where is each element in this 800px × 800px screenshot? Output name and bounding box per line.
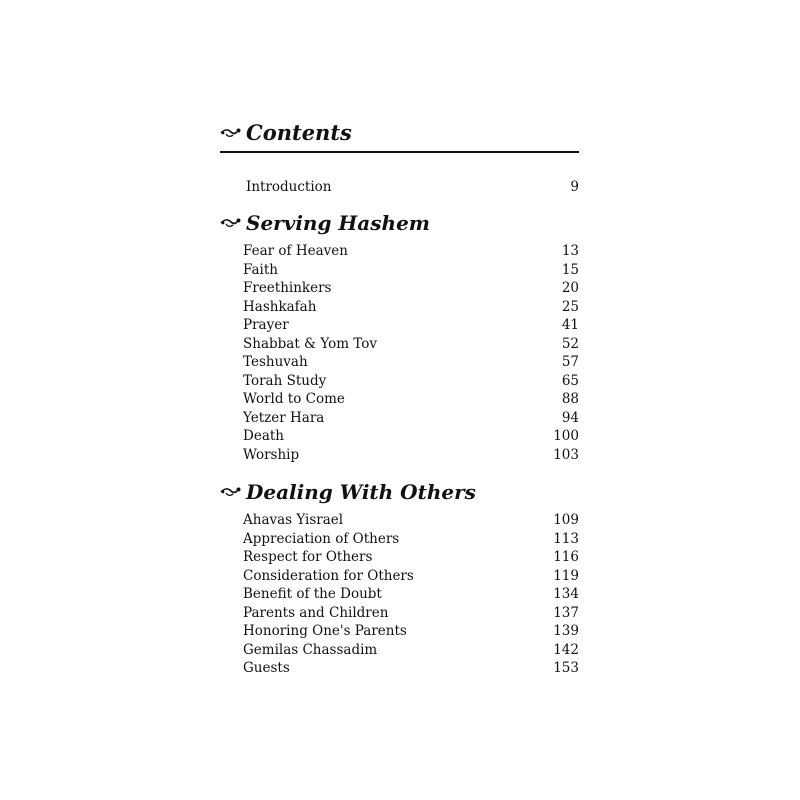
ornament-icon — [220, 126, 242, 140]
toc-entry[interactable] — [243, 604, 579, 623]
toc-entry[interactable] — [243, 390, 579, 409]
toc-entry[interactable] — [243, 261, 579, 280]
entry-title: Torah Study — [243, 372, 327, 389]
toc-entry[interactable] — [243, 242, 579, 261]
entry-title: Respect for Others — [243, 549, 373, 565]
toc-entry[interactable] — [243, 353, 579, 372]
section-title: Dealing With Others — [246, 480, 476, 504]
entry-page-number: 113 — [553, 530, 579, 547]
entry-page-number: 109 — [553, 512, 579, 528]
section-heading-dealing-with-others — [220, 480, 476, 504]
toc-entry[interactable] — [243, 427, 579, 446]
intro-list — [246, 178, 579, 197]
entry-title: Yetzer Hara — [243, 409, 325, 426]
entry-title: Shabbat & Yom Tov — [243, 335, 378, 352]
entry-page-number: 94 — [561, 409, 579, 426]
entry-page-number: 116 — [553, 549, 579, 565]
toc-entry[interactable] — [243, 567, 579, 586]
entry-page-number: 153 — [553, 660, 579, 676]
entry-page-number: 142 — [553, 641, 579, 658]
ornament-icon — [220, 216, 242, 230]
entry-page-number: 119 — [553, 567, 579, 584]
entry-title: Ahavas Yisrael — [243, 512, 344, 528]
toc-entry[interactable] — [243, 641, 579, 660]
entry-title: World to Come — [243, 391, 345, 407]
section-list-dealing-with-others — [243, 511, 579, 678]
entry-page-number: 57 — [561, 354, 579, 370]
entry-title: Freethinkers — [243, 280, 332, 296]
entry-page-number: 103 — [553, 446, 579, 463]
entry-title: Teshuvah — [243, 354, 308, 370]
entry-title: Guests — [243, 660, 290, 676]
toc-entry[interactable] — [243, 446, 579, 465]
section-title: Serving Hashem — [246, 211, 430, 235]
entry-title: Consideration for Others — [243, 567, 414, 584]
contents-title: Contents — [246, 120, 352, 145]
entry-title: Honoring One's Parents — [243, 623, 407, 639]
section-heading-serving-hashem — [220, 211, 430, 235]
toc-entry[interactable] — [243, 298, 579, 317]
entry-page-number: 41 — [561, 317, 579, 333]
entry-title: Hashkafah — [243, 298, 317, 315]
entry-page-number: 13 — [561, 243, 579, 259]
contents-heading — [220, 120, 352, 145]
toc-entry[interactable] — [243, 335, 579, 354]
toc-entry[interactable] — [243, 622, 579, 641]
entry-page-number: 65 — [561, 372, 579, 389]
entry-title: Parents and Children — [243, 604, 389, 621]
entry-page-number: 15 — [561, 261, 579, 278]
ornament-icon — [220, 485, 242, 499]
entry-title: Fear of Heaven — [243, 243, 348, 259]
toc-entry[interactable] — [243, 372, 579, 391]
entry-title: Prayer — [243, 317, 289, 333]
entry-title: Gemilas Chassadim — [243, 641, 378, 658]
entry-page-number: 9 — [570, 179, 579, 195]
toc-entry[interactable] — [243, 511, 579, 530]
section-list-serving-hashem — [243, 242, 579, 464]
entry-page-number: 25 — [561, 298, 579, 315]
entry-title: Introduction — [246, 179, 332, 195]
entry-page-number: 88 — [561, 391, 579, 407]
toc-entry[interactable] — [243, 585, 579, 604]
entry-title: Benefit of the Doubt — [243, 586, 382, 602]
entry-title: Appreciation of Others — [243, 530, 400, 547]
entry-page-number: 134 — [553, 586, 579, 602]
toc-entry[interactable] — [243, 279, 579, 298]
entry-title: Faith — [243, 261, 278, 278]
entry-page-number: 20 — [561, 280, 579, 296]
entry-title: Worship — [243, 446, 300, 463]
toc-entry[interactable] — [243, 659, 579, 678]
entry-page-number: 52 — [561, 335, 579, 352]
entry-title: Death — [243, 428, 284, 444]
toc-entry[interactable] — [243, 548, 579, 567]
toc-entry[interactable] — [243, 409, 579, 428]
entry-page-number: 100 — [553, 428, 579, 444]
toc-entry[interactable] — [243, 316, 579, 335]
entry-page-number: 137 — [553, 604, 579, 621]
toc-entry-introduction[interactable] — [246, 178, 579, 197]
toc-entry[interactable] — [243, 530, 579, 549]
entry-page-number: 139 — [553, 623, 579, 639]
heading-rule — [220, 151, 579, 153]
